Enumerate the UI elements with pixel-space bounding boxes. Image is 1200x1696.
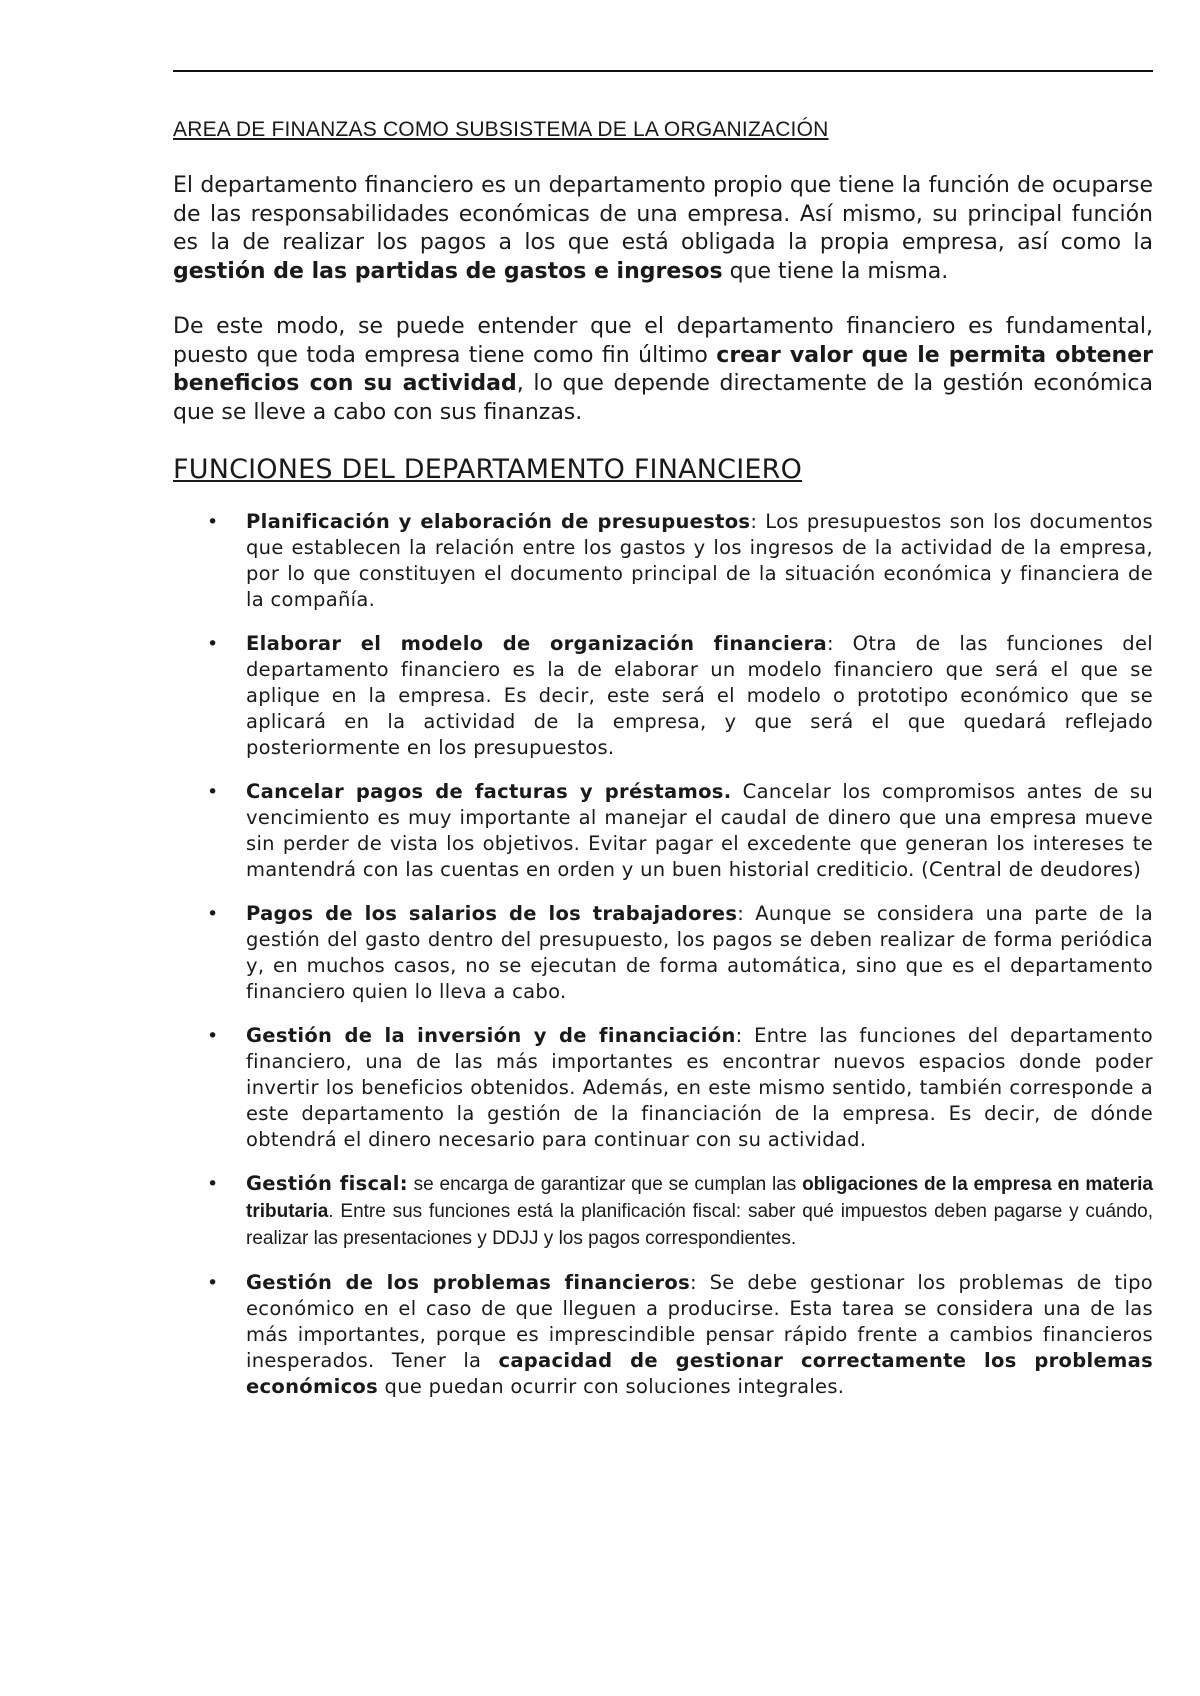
item-title: Elaborar el modelo de organización financiera xyxy=(246,632,827,655)
item-title: Gestión de la inversión y de financiación xyxy=(246,1024,736,1047)
item-title: Pagos de los salarios de los trabajadores xyxy=(246,902,738,925)
item-title: Planificación y elaboración de presupuestos xyxy=(246,510,751,533)
item-title: Gestión de los problemas financieros xyxy=(246,1271,691,1294)
item-text-a: : Se debe gestionar los problemas de tipo económico en el caso de que lleguen a producirse. Esta tarea se considera una de las más importantes, porque es imprescindible pensar rápido frente a cambios financieros inesperados. Tener la xyxy=(246,1271,1153,1372)
list-item-cancelar xyxy=(173,779,1153,883)
bullet-icon: • xyxy=(207,511,219,533)
item-text: : Entre las funciones del departamento financiero, una de las más importantes es encontrar nuevos espacios donde poder invertir los beneficios obtenidos. Además, en este mismo sentido, también corresponde a este departamento la gestión de la financiación de la empresa. Es decir, de dónde obtendrá el dinero necesario para continuar con su actividad. xyxy=(246,1024,1154,1151)
list-item-salarios xyxy=(173,901,1153,1005)
item-text-b: que puedan ocurrir con soluciones integrales. xyxy=(378,1375,845,1398)
purpose-paragraph xyxy=(173,313,1153,427)
header-rule xyxy=(173,70,1153,72)
intro-bold: gestión de las partidas de gastos e ingresos xyxy=(173,258,723,284)
item-text: : Otra de las funciones del departamento financiero es la de elaborar un modelo financiero que será el que se aplique en la empresa. Es decir, este será el modelo o prototipo económico que se aplicará en la actividad de la empresa, y que será el que quedará reflejado posteriormente en los presupuestos. xyxy=(246,632,1153,759)
bullet-icon: • xyxy=(207,1272,219,1294)
intro-paragraph xyxy=(173,172,1153,286)
list-item-planificacion xyxy=(173,509,1153,613)
document-body xyxy=(173,118,1153,1418)
bullet-icon: • xyxy=(207,903,219,925)
item-bold: capacidad de gestionar correctamente los problemas económicos xyxy=(246,1349,1153,1398)
list-item-fiscal xyxy=(173,1171,1153,1252)
purpose-bold: crear valor que le permita obtener beneficios con su actividad xyxy=(173,342,1153,396)
list-item-modelo xyxy=(173,631,1153,761)
item-title: Cancelar pagos de facturas y préstamos. xyxy=(246,780,732,803)
bullet-icon: • xyxy=(207,633,219,655)
item-text: : Aunque se considera una parte de la gestión del gasto dentro del presupuesto, los pagos se deben realizar de forma periódica y, en muchos casos, no se ejecutan de forma automática, sino que es el departamento financiero quien lo lleva a cabo. xyxy=(246,902,1153,1003)
intro-text-b: que tiene la misma. xyxy=(722,258,949,284)
document-title: AREA DE FINANZAS COMO SUBSISTEMA DE LA ORGANIZACIÓN xyxy=(173,118,829,141)
bullet-icon: • xyxy=(207,1173,219,1195)
item-bold: obligaciones de la empresa en materia tributaria xyxy=(246,1174,1154,1222)
item-text: : Los presupuestos son los documentos que establecen la relación entre los gastos y los ingresos de la actividad de la empresa, por lo que constituyen el documento principal de la situación económica y financiera de la compañía. xyxy=(246,510,1153,611)
list-item-problemas xyxy=(173,1270,1153,1400)
purpose-text-b: , lo que depende directamente de la gestión económica que se lleve a cabo con sus finanzas. xyxy=(173,371,1153,425)
intro-text-a: El departamento financiero es un departamento propio que tiene la función de ocuparse de las responsabilidades económicas de una empresa. Así mismo, su principal función es la de realizar los pagos a los que está obligada la propia empresa, así como la xyxy=(173,173,1153,255)
item-title: Gestión fiscal: xyxy=(246,1172,408,1195)
list-item-inversion xyxy=(173,1023,1153,1153)
bullet-icon: • xyxy=(207,1025,219,1047)
functions-list xyxy=(173,509,1153,1400)
bullet-icon: • xyxy=(207,781,219,803)
section-heading: FUNCIONES DEL DEPARTAMENTO FINANCIERO xyxy=(173,454,803,485)
purpose-text-a: De este modo, se puede entender que el departamento financiero es fundamental, puesto que toda empresa tiene como fin último xyxy=(173,314,1153,368)
item-text-a: se encarga de garantizar que se cumplan las xyxy=(407,1174,803,1195)
item-text-b: . Entre sus funciones está la planificación fiscal: saber qué impuestos deben pagarse y cuándo, realizar las presentaciones y DDJJ y los pagos correspondientes. xyxy=(246,1201,1153,1249)
item-text: Cancelar los compromisos antes de su vencimiento es muy importante al manejar el caudal de dinero que una empresa mueve sin perder de vista los objetivos. Evitar pagar el excedente que generan los intereses te mantendrá con las cuentas en orden y un buen historial crediticio. (Central de deudores) xyxy=(246,780,1153,881)
